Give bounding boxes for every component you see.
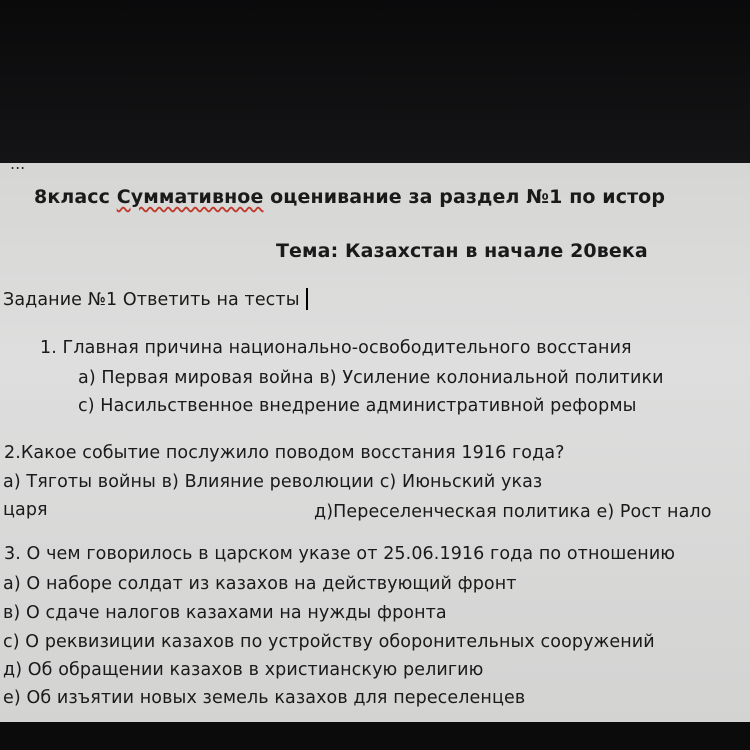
question-3-option: е) Об изъятии новых земель казахов для переселенцев [3,688,526,708]
task-text: Задание №1 Ответить на тесты [3,290,300,310]
title-rest: оценивание за раздел №1 по истор [270,186,666,208]
question-3-option: в) О сдаче налогов казахами на нужды фронта [3,603,447,623]
question-3: 3. О чем говорилось в царском указе от 25.06.1916 года по отношению [4,544,676,564]
question-1-options-a: а) Первая мировая война в) Усиление колониальной политики [78,368,664,388]
question-2-options-b-right: д)Переселенческая политика е) Рост нало [314,502,712,522]
topic-heading: Тема: Казахстан в начале 20века [276,240,648,262]
text-cursor [306,288,308,310]
question-2-options-a: а) Тяготы войны в) Влияние революции с) Июньский указ [3,472,543,492]
document-title [34,186,665,208]
question-2: 2.Какое событие послужило поводом восстания 1916 года? [4,443,565,463]
title-prefix: 8класс [34,186,110,208]
monitor-bezel-top [0,0,750,163]
question-1-options-b: с) Насильственное внедрение административной реформы [78,396,637,416]
title-misspelled-word: Суммативное [116,186,264,208]
document-page [0,154,750,722]
question-3-option: д) Об обращении казахов в христианскую религию [3,660,484,680]
previous-line-fragment: ... [10,154,26,173]
question-1: 1. Главная причина национально-освободительного восстания [40,338,632,358]
question-2-options-b-left: царя [3,500,48,520]
question-3-option: с) О реквизиции казахов по устройству оборонительных сооружений [3,632,655,652]
monitor-bezel-bottom [0,722,750,750]
question-3-option: а) О наборе солдат из казахов на действующий фронт [3,574,517,594]
task-line[interactable] [3,288,308,311]
